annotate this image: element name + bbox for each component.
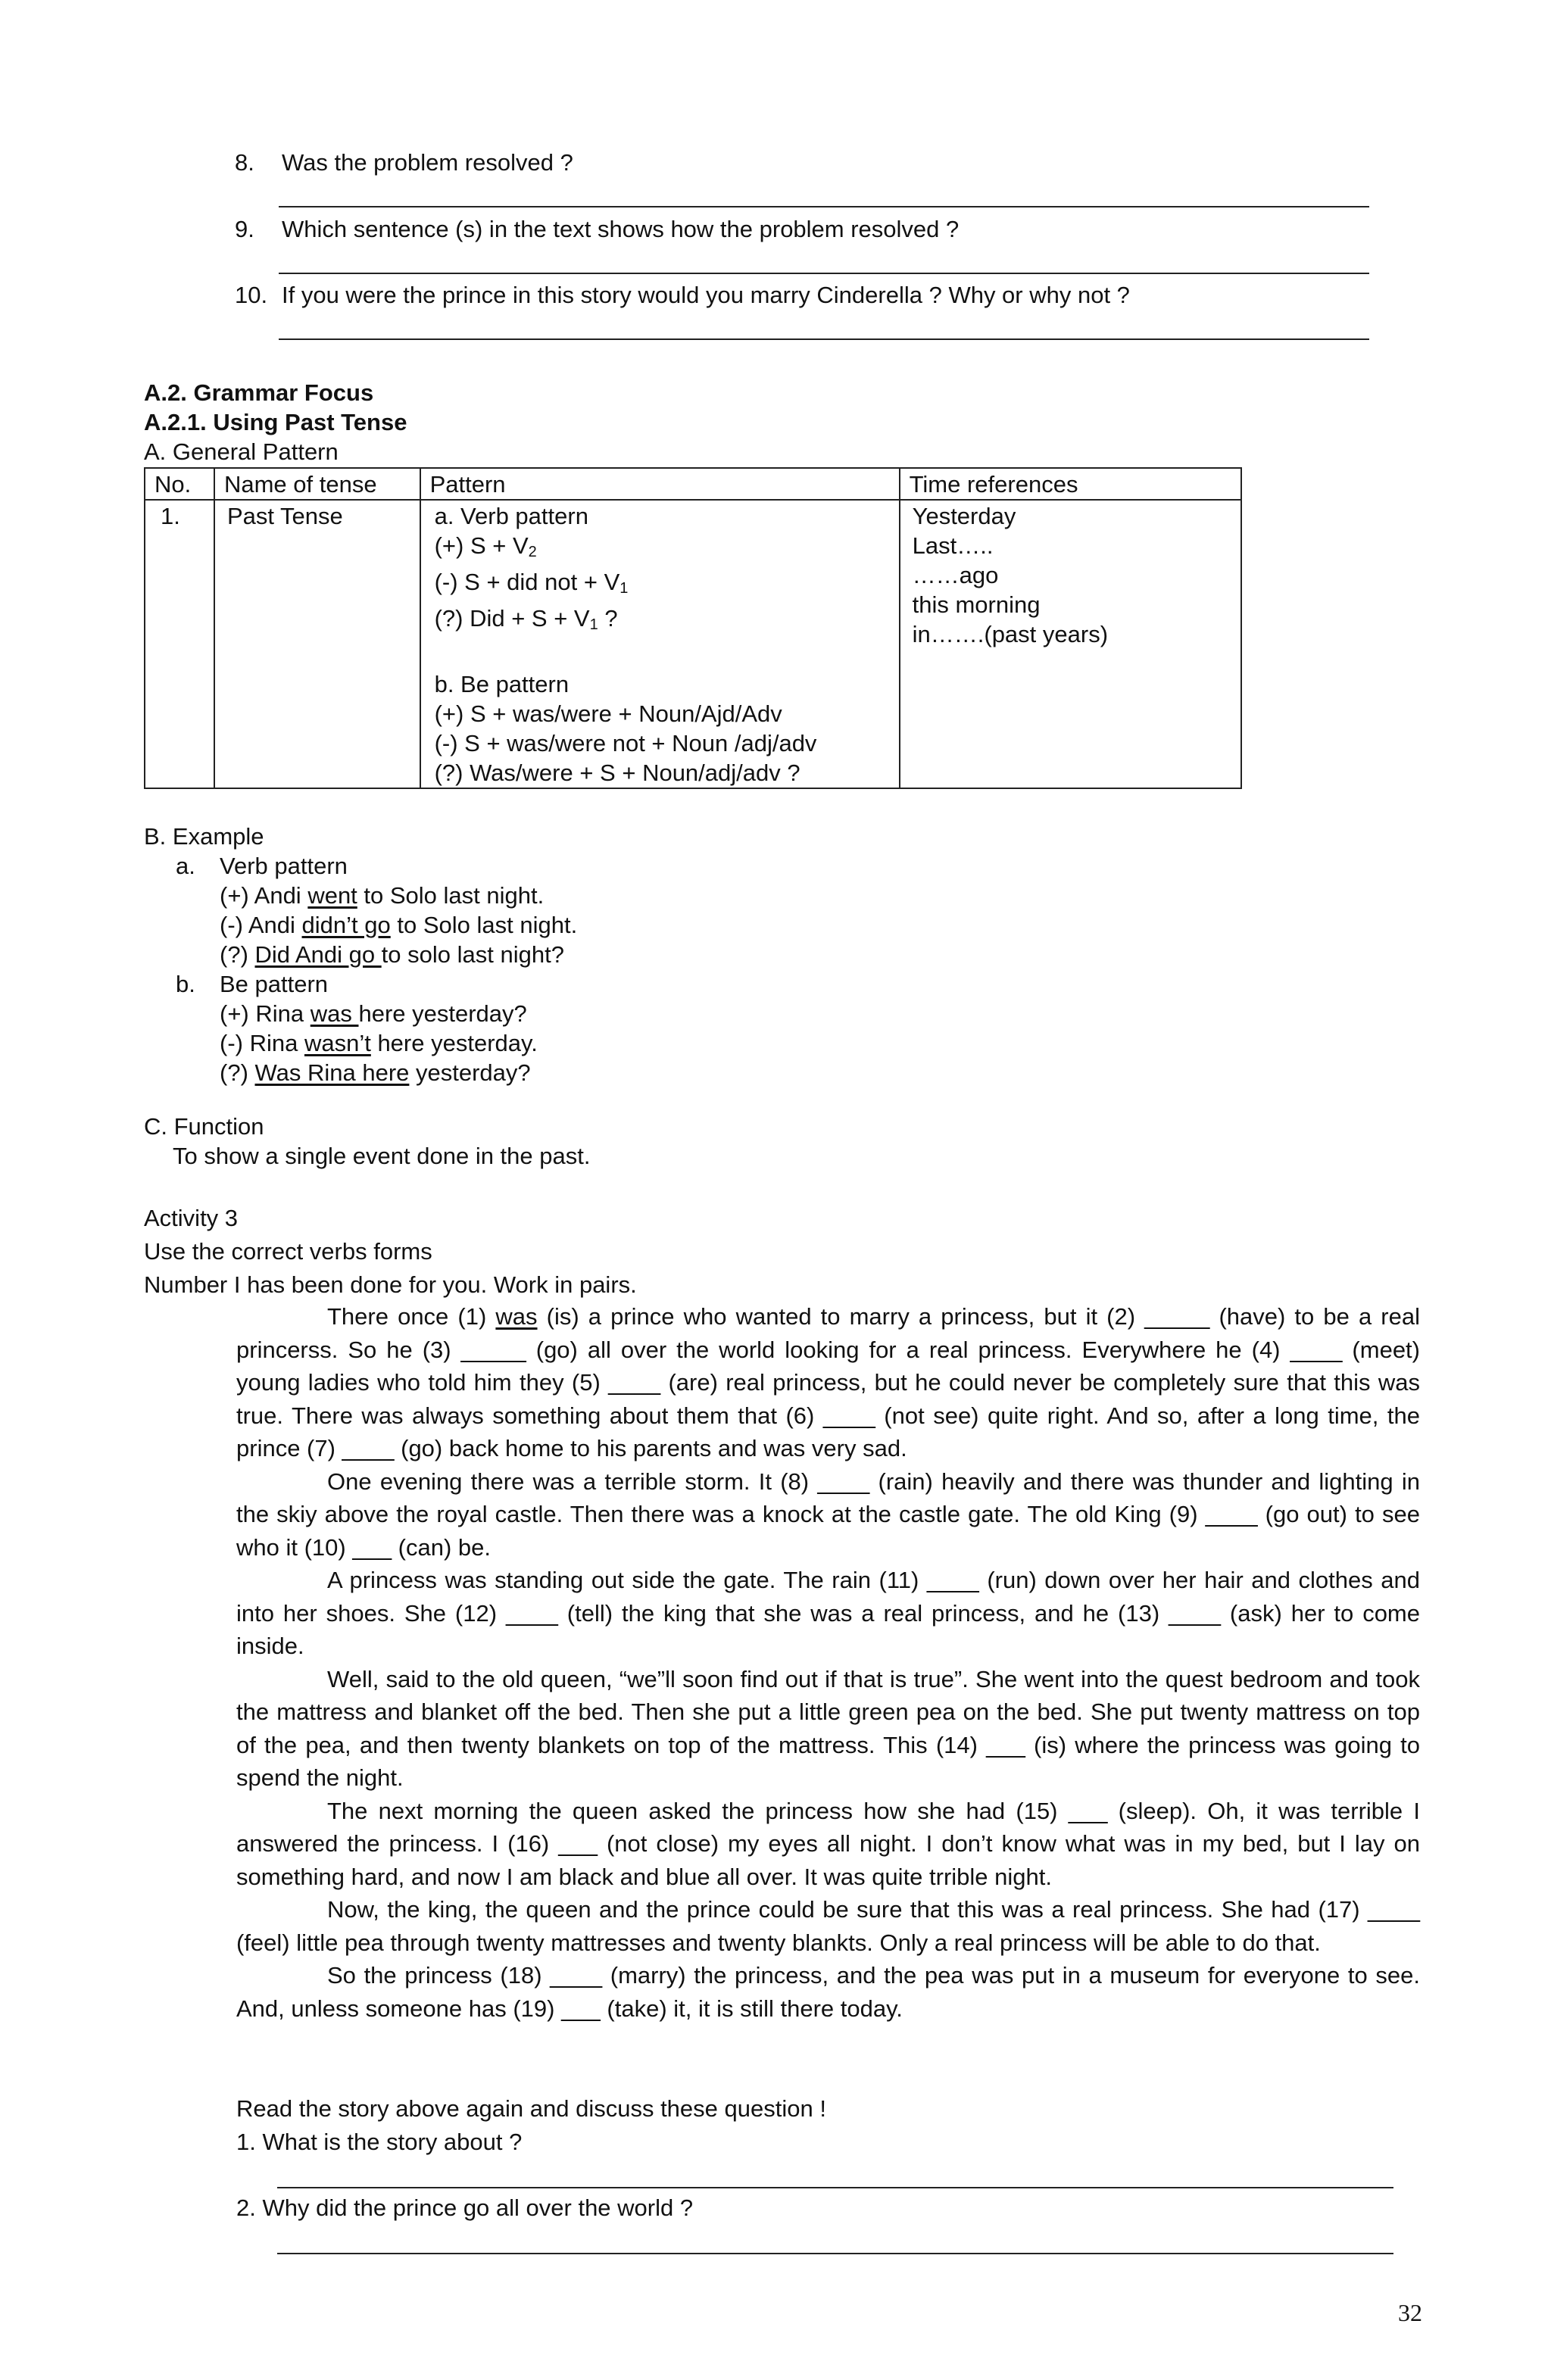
verb-pattern-negative: (-) S + did not + $V_1$ (434, 569, 629, 597)
subsection-heading: A.2.1. Using Past Tense (144, 409, 407, 435)
question-text: If you were the prince in this story would you marry Cinderella ? Why or why not ? (282, 282, 1130, 308)
be-pattern-question: (?) Was/were + S + Noun/adj/adv ? (434, 760, 800, 786)
activity-instruction: Use the correct verbs forms (144, 1238, 432, 1265)
example-b-label: b. (176, 971, 195, 997)
verb-pattern-title: a. Verb pattern (434, 503, 588, 529)
example-b-title: Be pattern (220, 971, 329, 997)
answer-line[interactable] (279, 273, 1369, 274)
section-heading: A.2. Grammar Focus (144, 379, 374, 406)
be-pattern-negative: (-) S + was/were not + Noun /adj/adv (434, 730, 817, 756)
time-reference: this morning (912, 591, 1041, 618)
example-a-title: Verb pattern (220, 853, 348, 879)
example-be-negative: (-) Rina wasn’t here yesterday. (220, 1030, 538, 1056)
answer-line[interactable] (279, 206, 1369, 207)
question-text: Which sentence (s) in the text shows how the problem resolved ? (282, 216, 960, 242)
general-pattern-heading: A. General Pattern (144, 438, 339, 465)
story-paragraph: A princess was standing out side the gate. The rain (11) ____ (run) down over her hair and clothes and into her shoes. She (12) ____ (tell) the king that she was a real princess, and he (13) ____ (ask) her to come inside. (236, 1567, 1420, 1659)
question-text: Was the problem resolved ? (282, 149, 573, 176)
table-cell-time-references (900, 500, 1241, 788)
example-heading: B. Example (144, 823, 264, 850)
story-paragraph: Now, the king, the queen and the prince could be sure that this was a real princess. She had (17) ____ (feel) little pea through twenty mattresses and twenty blankts. Only a real princess will be able to do that. (236, 1896, 1420, 1956)
time-reference: Yesterday (912, 503, 1016, 529)
answer-line[interactable] (279, 338, 1369, 340)
example-verb-negative: (-) Andi didn’t go to Solo last night. (220, 912, 578, 938)
example-a-label: a. (176, 853, 195, 879)
be-pattern-title: b. Be pattern (434, 671, 570, 697)
table-cell-pattern (420, 500, 900, 788)
example-verb-question: (?) Did Andi go to solo last night? (220, 941, 564, 968)
table-header-name: Name of tense (214, 468, 420, 500)
page-number: 32 (1398, 2299, 1422, 2326)
discussion-question: 2. Why did the prince go all over the world ? (236, 2194, 694, 2221)
example-verb-positive: (+) Andi went to Solo last night. (220, 882, 545, 909)
general-pattern-table (144, 467, 1242, 789)
be-pattern-positive: (+) S + was/were + Noun/Ajd/Adv (434, 700, 782, 727)
function-heading: C. Function (144, 1113, 264, 1140)
question-number: 8. (235, 149, 254, 176)
example-be-positive: (+) Rina was here yesterday? (220, 1000, 527, 1027)
time-reference: Last….. (912, 532, 994, 559)
story-paragraph: There once (1) was (is) a prince who wanted to marry a princess, but it (2) _____ (have) to be a real princerss. So he (3) _____ (go) all over the world looking for a real princess. Everywhere he (4) ____ (meet) young ladies who told him they (5) ____ (are) real princess, but he could never be completely sure that this was true. There was always something about them that (6) ____ (not see) quite right. And so, after a long time, the prince (7) ____ (go) back home to his parents and was very sad. (236, 1303, 1420, 1461)
story-paragraph: One evening there was a terrible storm. It (8) ____ (rain) heavily and there was thunder and lighting in the skiy above the royal castle. Then there was a knock at the castle gate. The old King (9) ____ (go out) to see who it (10) ___ (can) be. (236, 1468, 1420, 1561)
table-header-pattern: Pattern (420, 468, 900, 500)
table-cell-name: Past Tense (214, 500, 420, 788)
question-number: 10. (235, 282, 268, 308)
story-text (236, 1300, 1420, 2025)
example-be-question: (?) Was Rina here yesterday? (220, 1059, 531, 1086)
table-header-time: Time references (900, 468, 1241, 500)
answer-line[interactable] (277, 2253, 1393, 2254)
question-number: 9. (235, 216, 254, 242)
time-reference: in…….(past years) (912, 621, 1109, 647)
verb-pattern-question: (?) Did + $S + V_1$ ? (434, 605, 618, 633)
answer-line[interactable] (277, 2187, 1393, 2188)
discussion-question: 1. What is the story about ? (236, 2129, 523, 2155)
verb-pattern-positive: (+) $S + V_2$ (434, 532, 537, 560)
activity-instruction: Number I has been done for you. Work in pairs. (144, 1271, 637, 1298)
discussion-intro: Read the story above again and discuss these question ! (236, 2095, 826, 2122)
table-header-no: No. (145, 468, 214, 500)
story-paragraph: Well, said to the old queen, “we”ll soon find out if that is true”. She went into the quest bedroom and took the mattress and blanket off the bed. Then she put a little green pea on the bed. She put twenty mattress on top of the pea, and then twenty blankets on top of the mattress. This (14) ___ (is) where the princess was going to spend the night. (236, 1665, 1420, 1791)
time-reference: ……ago (912, 562, 999, 588)
story-paragraph: The next morning the queen asked the princess how she had (15) ___ (sleep). Oh, it was terrible I answered the princess. I (16) ___ (not close) my eyes all night. I don’t know what was in my bed, but I lay on something hard, and now I am black and blue all over. It was quite trrible night. (236, 1797, 1420, 1890)
story-paragraph: So the princess (18) ____ (marry) the princess, and the pea was put in a museum for everyone to see. And, unless someone has (19) ___ (take) it, it is still there today. (236, 1962, 1420, 2022)
activity-title: Activity 3 (144, 1205, 239, 1231)
function-text: To show a single event done in the past. (173, 1143, 591, 1169)
table-cell-no: 1. (145, 500, 214, 788)
